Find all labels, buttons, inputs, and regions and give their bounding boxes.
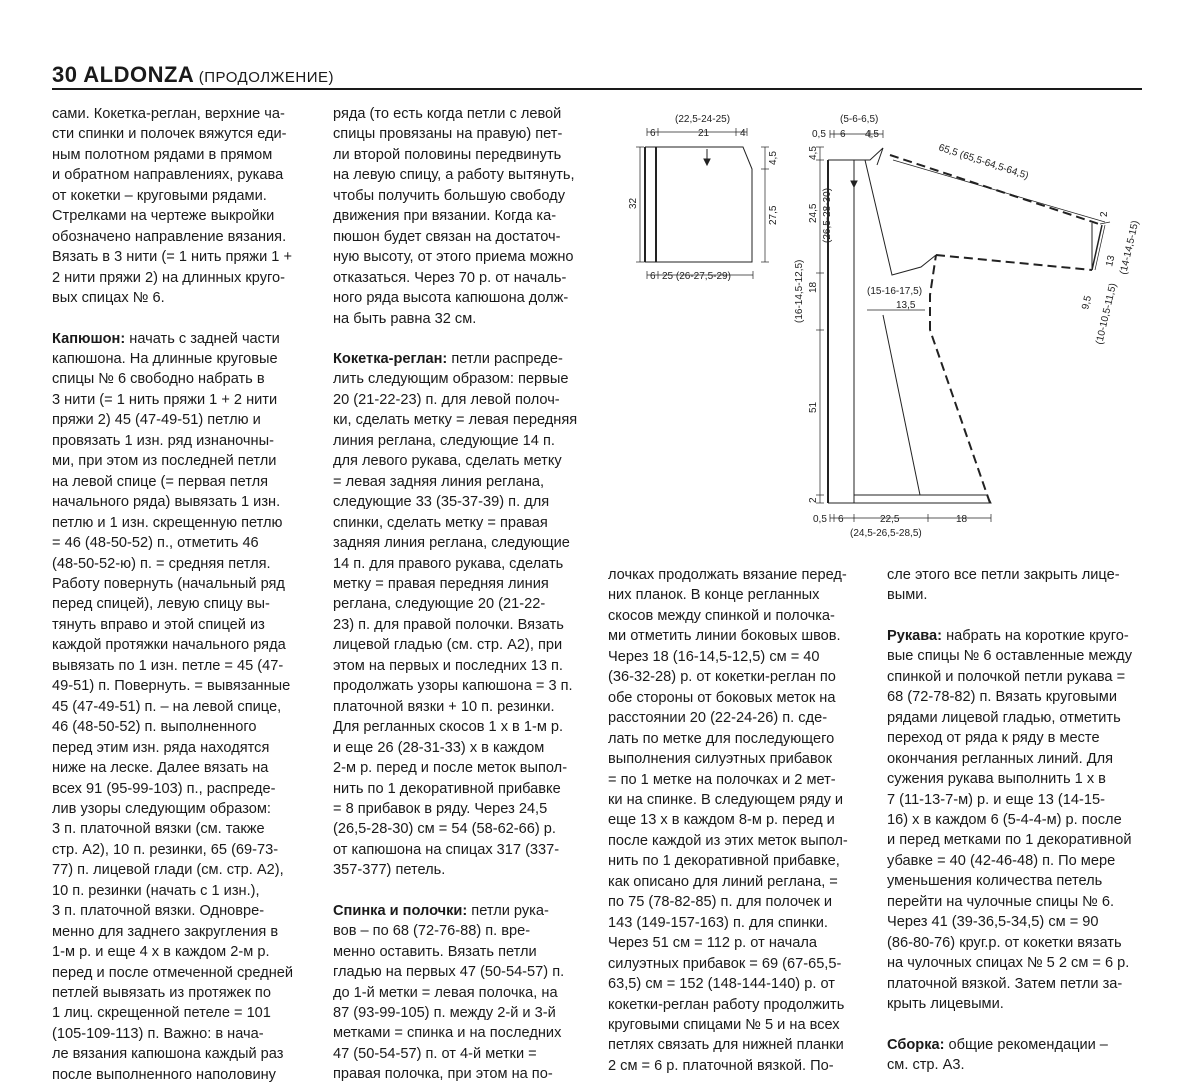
text-line: набрать на короткие круго- bbox=[942, 627, 1129, 644]
text-line: 3 нити (= 1 нить пряжи 1 + 2 нити bbox=[52, 391, 278, 408]
text-line: перед и после отмеченной средней bbox=[52, 964, 294, 981]
text-line: 46 (48-50-52) п. выполненного bbox=[52, 719, 257, 736]
text-line: спинки, сделать метку = правая bbox=[333, 514, 548, 531]
text-line: от кокетки – круговыми рядами. bbox=[52, 187, 267, 204]
text-line: капюшона. На длинные круговые bbox=[52, 350, 278, 367]
text-line: лочках продолжать вязание перед- bbox=[608, 567, 847, 583]
text-line: вые спицы № 6 оставленные между bbox=[887, 648, 1132, 665]
assembly-title: Сборка: bbox=[887, 1036, 945, 1053]
text-line: (48-50-52-ю) п. = средняя петля. bbox=[52, 555, 271, 572]
text-line: 23) п. для правой полочки. Вязать bbox=[333, 616, 564, 633]
body-shaping: 13,5 bbox=[896, 300, 916, 311]
body-top-c: 4,5 bbox=[865, 129, 879, 140]
text-line: выполнения силуэтных прибавок bbox=[608, 751, 833, 768]
text-line: ную высоту, от этого приема можно bbox=[333, 249, 574, 266]
text-line: переход от ряда к ряду в месте bbox=[887, 730, 1100, 747]
body-shaping-alt: (15-16-17,5) bbox=[867, 286, 923, 297]
text-line: ным полотном рядами в прямом bbox=[52, 146, 273, 163]
text-line: 47 (50-54-57) п. от 4-й метки = bbox=[333, 1045, 537, 1062]
text-line: = левая задняя линия реглана, bbox=[333, 473, 545, 490]
body-outline bbox=[828, 148, 1102, 503]
column-4 bbox=[887, 565, 1143, 1075]
text-line: петлю и 1 изн. скрещенную петлю bbox=[52, 514, 283, 531]
text-line: нить по 1 декоративной прибавке, bbox=[608, 853, 840, 870]
col4-intro bbox=[887, 565, 1143, 606]
text-line: = 46 (48-50-52) п., отметить 46 bbox=[52, 535, 259, 552]
text-line: 3 п. платочной вязки (см. также bbox=[52, 821, 265, 838]
sleeve-width-alt: (14-14,5-15) bbox=[1118, 219, 1142, 276]
text-line: (86-80-76) круг.р. от кокетки вязать bbox=[887, 934, 1122, 951]
text-line: круговыми спицами № 5 и на всех bbox=[608, 1016, 840, 1033]
text-line: перейти на чулочные спицы № 6. bbox=[887, 893, 1115, 910]
text-line: 14 п. для правого рукава, сделать bbox=[333, 555, 564, 572]
body-side-depth: 18 bbox=[808, 281, 819, 293]
text-line: петли распреде- bbox=[447, 350, 563, 367]
text-line: лать по метке для последующего bbox=[608, 730, 835, 747]
body-top-total: (5-6-6,5) bbox=[840, 114, 879, 125]
hood-text bbox=[52, 331, 293, 1083]
text-line: общие рекомендации – bbox=[944, 1036, 1108, 1053]
text-line: рядами лицевой гладью, отметить bbox=[887, 709, 1121, 726]
text-line: Стрелками на чертеже выкройки bbox=[52, 208, 275, 225]
sleeve-length: 65,5 (65,5-64,5-64,5) bbox=[937, 142, 1030, 182]
sleeve-section bbox=[887, 626, 1143, 1015]
text-line: от капюшона на спицах 317 (337- bbox=[333, 841, 560, 858]
text-line: вывязать по 1 изн. петле = 45 (47- bbox=[52, 657, 284, 674]
text-line: спинкой и полочкой петли рукава = bbox=[887, 668, 1126, 685]
body-side-depth-alt: (16-14,5-12,5) bbox=[794, 259, 805, 323]
text-line: Через 41 (39-36,5-34,5) см = 90 bbox=[887, 914, 1099, 931]
sleeve-inner-alt: (10-10,5-11,5) bbox=[1094, 282, 1120, 346]
text-line: 143 (149-157-163) п. для спинки. bbox=[608, 914, 828, 931]
text-line: линия реглана, следующие 14 п. bbox=[333, 432, 555, 449]
text-line: 1-м р. и еще 4 х в каждом 2-м р. bbox=[52, 944, 270, 961]
text-line: Для регланных скосов 1 х в 1-м р. bbox=[333, 719, 564, 736]
text-line: реглана, следующие 20 (21-22- bbox=[333, 596, 546, 613]
text-line: уменьшения количества петель bbox=[887, 873, 1103, 890]
back-front-text bbox=[333, 903, 564, 1083]
col1-intro bbox=[52, 104, 306, 309]
continuation-label: (ПРОДОЛЖЕНИЕ) bbox=[198, 69, 335, 86]
text-line: на левой спице (= первая петля bbox=[52, 473, 269, 490]
text-line: ки на спинке. В следующем ряду и bbox=[608, 791, 844, 808]
text-line: правая полочка, при этом на по- bbox=[333, 1066, 553, 1083]
body-dimensions bbox=[816, 130, 1110, 522]
text-line: чтобы получить большую свободу bbox=[333, 187, 565, 204]
body-bottom-b: 6 bbox=[838, 514, 844, 525]
text-line: еще 13 х в каждом 8-м р. перед и bbox=[608, 812, 835, 829]
back-front-section bbox=[333, 901, 587, 1085]
text-line: на чулочных спицах № 5 2 см = 6 р. bbox=[887, 955, 1130, 972]
text-line: Через 18 (16-14,5-12,5) см = 40 bbox=[608, 648, 820, 665]
text-line: на быть равна 32 см. bbox=[333, 310, 477, 327]
text-line: Работу повернуть (начальный ряд bbox=[52, 575, 285, 592]
text-line: до 1-й метки = левая полочка, на bbox=[333, 984, 558, 1001]
hood-right-main: 27,5 bbox=[768, 205, 779, 225]
text-line: ниже на леске. Далее вязать на bbox=[52, 760, 269, 777]
hood-outline bbox=[645, 147, 752, 262]
text-line: 10 п. резинки (начать с 1 изн.), bbox=[52, 882, 260, 899]
yoke-text bbox=[333, 351, 577, 878]
text-line: 68 (72-78-82) п. Вязать круговыми bbox=[887, 689, 1117, 706]
hood-top-right: 4 bbox=[740, 128, 746, 139]
text-line: (26,5-28-30) см = 54 (58-62-66) р. bbox=[333, 821, 556, 838]
text-line: Вязать в 3 нити (= 1 нить пряжи 1 + bbox=[52, 249, 292, 266]
sleeve-text bbox=[887, 628, 1132, 1012]
text-line: спицы № 6 свободно набрать в bbox=[52, 371, 265, 388]
body-length: 51 bbox=[808, 401, 819, 413]
sleeve-inner: 9,5 bbox=[1080, 294, 1095, 311]
text-line: 49-51) п. Повернуть. = вывязанные bbox=[52, 678, 291, 695]
text-line: следующие 33 (35-37-39) п. для bbox=[333, 494, 550, 511]
text-line: и обратном направлениях, рукава bbox=[52, 167, 284, 184]
text-line: (36-32-28) р. от кокетки-реглан по bbox=[608, 669, 836, 686]
hood-right-top: 4,5 bbox=[768, 151, 779, 165]
page-header bbox=[52, 62, 1142, 90]
text-line: менно для заднего закругления в bbox=[52, 923, 279, 940]
text-line: после выполненного наполовину bbox=[52, 1066, 276, 1083]
text-line: по 75 (78-82-85) п. для полочек и bbox=[608, 894, 833, 911]
text-line: движения при вязании. Когда ка- bbox=[333, 208, 557, 225]
yoke-section bbox=[333, 349, 587, 881]
column-3 bbox=[608, 565, 862, 1076]
text-line: 2 нити пряжи 2) на длинных круго- bbox=[52, 269, 286, 286]
text-line: кокетки-реглан работу продолжить bbox=[608, 996, 845, 1013]
text-line: обе стороны от боковых меток на bbox=[608, 689, 836, 706]
text-line: обозначено направление вязания. bbox=[52, 228, 287, 245]
text-line: отказаться. Через 70 р. от началь- bbox=[333, 269, 567, 286]
text-line: силуэтных прибавок = 69 (67-65,5- bbox=[608, 955, 842, 972]
text-line: после каждой из этих меток выпол- bbox=[608, 832, 848, 849]
body-bottom-d: 18 bbox=[956, 514, 968, 525]
text-line: лицевой гладью (см. стр. А2), при bbox=[333, 637, 563, 654]
text-line: спицы провязаны на правую) пет- bbox=[333, 126, 563, 143]
text-line: 2 см = 6 р. платочной вязкой. По- bbox=[608, 1057, 834, 1074]
text-line: вов – по 68 (72-76-88) п. вре- bbox=[333, 923, 531, 940]
text-line: петли рука- bbox=[467, 902, 549, 919]
text-line: окончания регланных линий. Для bbox=[887, 750, 1113, 767]
text-line: 357-377) петель. bbox=[333, 862, 446, 879]
text-line: нить по 1 декоративной прибавке bbox=[333, 780, 561, 797]
text-line: 77) п. лицевой глади (см. стр. А2), bbox=[52, 862, 284, 879]
hood-top-left: 6 bbox=[650, 128, 656, 139]
text-line: каждой протяжки начального ряда bbox=[52, 637, 286, 654]
text-line: 87 (93-99-105) п. между 2-й и 3-й bbox=[333, 1005, 556, 1022]
text-line: вых спицах № 6. bbox=[52, 290, 165, 307]
text-line: 3 п. платочной вязки. Одновре- bbox=[52, 903, 265, 920]
text-line: сти спинки и полочек вяжутся еди- bbox=[52, 126, 287, 143]
yoke-title: Кокетка-реглан: bbox=[333, 350, 448, 367]
text-line: тянуть вправо и этой спицей из bbox=[52, 616, 265, 633]
column-2 bbox=[333, 104, 587, 1085]
text-line: пюшон будет связан на достаточ- bbox=[333, 228, 561, 245]
text-line: крыть лицевыми. bbox=[887, 996, 1004, 1013]
text-line: платочной вязки + 10 п. резинки. bbox=[333, 698, 555, 715]
text-line: всех 91 (95-99-103) п., распреде- bbox=[52, 780, 276, 797]
text-line: пряжи 2) 45 (47-49-51) петлю и bbox=[52, 412, 261, 429]
text-line: ле вязания капюшона каждый раз bbox=[52, 1046, 284, 1063]
text-line: начального ряда) вывязать 1 изн. bbox=[52, 494, 281, 511]
hood-height: 32 bbox=[628, 197, 639, 209]
text-line: см. стр. А3. bbox=[887, 1056, 965, 1073]
text-line: них планок. В конце регланных bbox=[608, 587, 820, 604]
column-1 bbox=[52, 104, 306, 1085]
text-line: и еще 26 (28-31-33) х в каждом bbox=[333, 739, 545, 756]
text-line: петлей вывязать из протяжек по bbox=[52, 985, 271, 1002]
text-line: сле этого все петли закрыть лице- bbox=[887, 567, 1120, 583]
text-line: провязать 1 изн. ряд изнаночны- bbox=[52, 432, 274, 449]
hood-title: Капюшон: bbox=[52, 330, 126, 347]
text-line: как описано для линий реглана, = bbox=[608, 873, 838, 890]
pattern-schematic bbox=[600, 105, 1160, 555]
text-line: сужения рукава выполнить 1 х в bbox=[887, 771, 1106, 788]
text-line: метками = спинка и на последних bbox=[333, 1025, 562, 1042]
text-line: петлях связать для нижней планки bbox=[608, 1037, 844, 1054]
text-line: этом на первых и последних 13 п. bbox=[333, 657, 563, 674]
body-top-b: 6 bbox=[840, 129, 846, 140]
hood-bottom-main: 25 (26-27,5-29) bbox=[662, 271, 731, 282]
text-line: 2-м р. перед и после меток выпол- bbox=[333, 760, 568, 777]
body-hem: 2 bbox=[808, 497, 819, 503]
text-line: перед спицей), левую спицу вы- bbox=[52, 596, 270, 613]
body-bottom-a: 0,5 bbox=[813, 514, 827, 525]
text-line: платочной вязкой. Затем петли за- bbox=[887, 975, 1123, 992]
text-line: начать с задней части bbox=[125, 330, 280, 347]
sleeve-width: 13 bbox=[1104, 254, 1118, 268]
text-line: 16) х в каждом 6 (5-4-4-м) р. после bbox=[887, 811, 1122, 828]
text-line: = 8 прибавок в ряду. Через 24,5 bbox=[333, 800, 548, 817]
text-line: 20 (21-22-23) п. для левой полоч- bbox=[333, 391, 560, 408]
body-top-a: 0,5 bbox=[812, 129, 826, 140]
text-line: задняя линия реглана, следующие bbox=[333, 535, 570, 552]
text-line: выми. bbox=[887, 587, 928, 604]
text-line: 63,5) см = 152 (148-144-140) р. от bbox=[608, 976, 835, 993]
text-line: стр. А2), 10 п. резинки, 65 (69-73- bbox=[52, 841, 279, 858]
body-bottom-c: 22,5 bbox=[880, 514, 900, 525]
text-line: для левого рукава, сделать метку bbox=[333, 453, 562, 470]
text-line: на левую спицу, а работу вытянуть, bbox=[333, 167, 575, 184]
back-front-title: Спинка и полочки: bbox=[333, 902, 468, 919]
assembly-section bbox=[887, 1035, 1143, 1076]
body-yoke-depth-alt: (26,5-28-30) bbox=[822, 187, 833, 243]
text-line: расстоянии 20 (22-24-26) п. сде- bbox=[608, 710, 828, 727]
hood-section bbox=[52, 329, 306, 1086]
text-line: продолжать узоры капюшона = 3 п. bbox=[333, 678, 573, 695]
text-line: скосов между спинкой и полочка- bbox=[608, 607, 835, 624]
body-yoke-depth: 24,5 bbox=[808, 203, 819, 223]
text-line: гладью на первых 47 (50-54-57) п. bbox=[333, 964, 565, 981]
text-line: 1 лиц. скрещенной петеле = 101 bbox=[52, 1005, 271, 1022]
text-line: ли второй половины передвинуть bbox=[333, 146, 562, 163]
col2-intro bbox=[333, 104, 587, 329]
body-left-top: 4,5 bbox=[808, 146, 819, 160]
text-line: сами. Кокетка-реглан, верхние ча- bbox=[52, 106, 285, 122]
hood-top-mid: 21 bbox=[698, 128, 710, 139]
text-line: 45 (47-49-51) п. – на левой спице, bbox=[52, 698, 282, 715]
col3-text bbox=[608, 565, 862, 1076]
text-line: и перед метками по 1 декоративной bbox=[887, 832, 1132, 849]
text-line: Через 51 см = 112 р. от начала bbox=[608, 935, 818, 952]
text-line: ми отметить линии боковых швов. bbox=[608, 628, 841, 645]
text-line: ки, сделать метку = левая передняя bbox=[333, 412, 578, 429]
text-line: метку = правая передняя линия bbox=[333, 575, 549, 592]
hood-top-total: (22,5-24-25) bbox=[675, 114, 731, 125]
hood-bottom-left: 6 bbox=[650, 271, 656, 282]
text-line: лив узоры следующим образом: bbox=[52, 800, 271, 817]
text-line: ного ряда высота капюшона долж- bbox=[333, 290, 569, 307]
text-line: = по 1 метке на полочках и 2 мет- bbox=[608, 771, 836, 788]
page-number-title: 30 ALDONZA bbox=[52, 62, 195, 87]
text-line: перед этим изн. ряда находятся bbox=[52, 739, 270, 756]
text-line: убавке = 40 (42-46-48) п. По мере bbox=[887, 852, 1116, 869]
text-line: 7 (11-13-7-м) р. и еще 13 (14-15- bbox=[887, 791, 1105, 808]
sleeve-title: Рукава: bbox=[887, 627, 943, 644]
body-bottom-total: (24,5-26,5-28,5) bbox=[850, 528, 922, 539]
sleeve-cuff: 2 bbox=[1099, 211, 1110, 217]
text-line: ми, при этом из последней петли bbox=[52, 453, 277, 470]
text-line: ряда (то есть когда петли с левой bbox=[333, 106, 562, 122]
text-line: менно оставить. Вязать петли bbox=[333, 943, 537, 960]
text-line: (105-109-113) п. Важно: в нача- bbox=[52, 1025, 264, 1042]
text-line: лить следующим образом: первые bbox=[333, 371, 569, 388]
